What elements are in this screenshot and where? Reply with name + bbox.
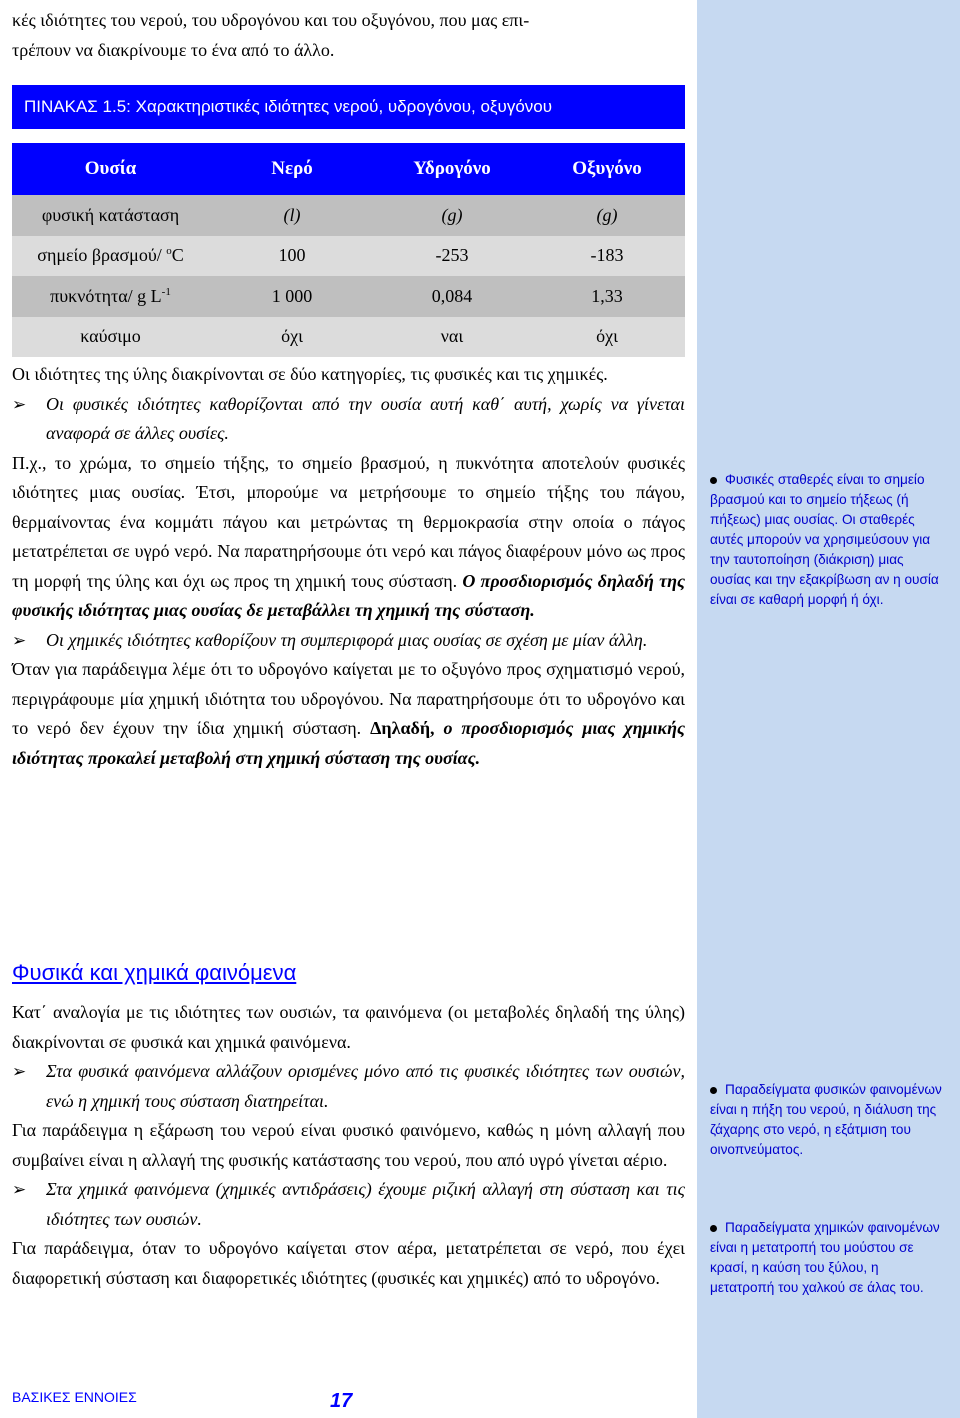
phenomena-section: [12, 998, 685, 1293]
table-cell: 0,084: [431, 285, 473, 306]
row-label-sup: -1: [161, 285, 171, 298]
table-header-cell: Οξυγόνο: [572, 158, 642, 179]
table-row: [12, 195, 685, 236]
table-cell: (l): [283, 204, 301, 225]
table-header-cell: Νερό: [271, 158, 313, 179]
paragraph-emphasis: Δηλαδή,: [370, 718, 444, 738]
arrow-bullet-icon: ➢: [12, 394, 27, 414]
table-cell: όχι: [281, 326, 303, 347]
table-row: [12, 317, 685, 358]
table-header-row: [12, 143, 685, 195]
intro-text: [12, 6, 685, 65]
side-note: [710, 470, 944, 610]
bullet-item: [12, 390, 685, 449]
paragraph: [12, 449, 685, 626]
table-caption: ΠΙΝΑΚΑΣ 1.5: Χαρακτηριστικές ιδιότητες νερού, υδρογόνου, οξυγόνου: [12, 85, 685, 129]
page-number: 17: [330, 1390, 353, 1412]
table-cell: 100: [278, 245, 306, 266]
row-label: [12, 286, 209, 307]
side-note-text: Φυσικές σταθερές είναι το σημείο βρασμού και το σημείο τήξεως (ή πήξεως) μιας ουσίας. Οι σταθερές αυτές μπορούν να χρησιμεύσουν για την ταυτοποίηση (διάκριση) μιας ουσίας και την εξακρίβωση αν η ουσία είναι σε καθαρή μορφή ή όχι.: [710, 472, 939, 607]
table-cell: 1 000: [271, 285, 313, 306]
paragraph-emphasis: Ο προσδιορισμός δηλαδή της φυσικής ιδιότητας μιας ουσίας δε μεταβάλλει τη χημική της σύσταση.: [12, 570, 686, 620]
paragraph-emphasis: ο προσδιορισμός μιας χημικής ιδιότητας προκαλεί μεταβολή στη χημική σύσταση της ουσίας.: [12, 718, 685, 768]
bullet-item: [12, 1057, 685, 1116]
table-cell: όχι: [596, 326, 618, 347]
row-label: φυσική κατάσταση: [41, 204, 180, 225]
paragraph: Για παράδειγμα, όταν το υδρογόνο καίγεται στον αέρα, μετατρέπεται σε νερό, που έχει διαφορετική σύσταση και διαφορετικές ιδιότητες (φυσικές και χημικές) από το υδρογόνο.: [12, 1238, 685, 1288]
table-header-cell: Υδρογόνο: [413, 158, 491, 179]
table-cell: -253: [435, 245, 469, 266]
bullet-text: Οι φυσικές ιδιότητες καθορίζονται από την ουσία αυτή καθ΄ αυτή, χωρίς να γίνεται αναφορά σε άλλες ουσίες.: [46, 393, 685, 443]
footer-chapter-title: ΒΑΣΙΚΕΣ ΕΝΝΟΙΕΣ: [12, 1389, 137, 1405]
table-cell: ναι: [440, 326, 464, 347]
arrow-bullet-icon: ➢: [12, 630, 27, 650]
paragraph-text: Π.χ., το χρώμα, το σημείο τήξης, το σημείο βρασμού, η πυκνότητα αποτελούν φυσικές ιδιότητες μιας ουσίας. Έτσι, μπορούμε να μετρήσουμε το σημείο τήξης του πάγου, θερμαίνοντας ένα κομμάτι πάγου και μετρώντας τη θερμοκρασία στην οποία ο πάγος μετατρέπεται σε υγρό νερό. Να παρατηρήσουμε ότι νερό και πάγος διαφέρουν μόνο ως προς τη μορφή της ύλης και όχι ως προς τη χημική τους σύσταση.: [12, 452, 685, 591]
side-note: [710, 1218, 944, 1298]
intro-line-1: κές ιδιότητες του νερού, του υδρογόνου και του οξυγόνου, που μας επι-: [12, 10, 530, 30]
bullet-text: Στα φυσικά φαινόμενα αλλάζουν ορισμένες μόνο από τις φυσικές ιδιότητες των ουσιών, ενώ η χημική τους σύσταση διατηρείται.: [46, 1061, 685, 1111]
side-note: [710, 1080, 944, 1160]
table-cell: 1,33: [591, 285, 623, 306]
paragraph-text: Όταν για παράδειγμα λέμε ότι το υδρογόνο καίγεται με το οξυγόνο προς σχηματισμό νερού, περιγράφουμε μία χημική ιδιότητα του υδρογόνου. Να παρατηρήσουμε ότι το υδρογόνο και το νερό δεν έχουν την ίδια χημική σύσταση.: [12, 659, 685, 738]
intro-line-2: τρέπουν να διακρίνουμε το ένα από το άλλο.: [12, 39, 335, 60]
bullet-item: [12, 626, 685, 656]
side-note-text: Παραδείγματα φυσικών φαινομένων είναι η πήξη του νερού, η διάλυση της ζάχαρης στο νερό, η εξάτμιση του οινοπνεύματος.: [710, 1082, 942, 1157]
table-cell: (g): [441, 204, 463, 225]
row-label-text: πυκνότητα/ g L: [50, 285, 162, 306]
dot-bullet-icon: [710, 1225, 717, 1232]
bullet-text: Οι χημικές ιδιότητες καθορίζουν τη συμπεριφορά μιας ουσίας σε σχέση με μίαν άλλη.: [46, 629, 648, 650]
dot-bullet-icon: [710, 477, 717, 484]
paragraph: Κατ΄ αναλογία με τις ιδιότητες των ουσιών, τα φαινόμενα (οι μεταβολές δηλαδή της ύλης) διακρίνονται σε φυσικά και χημικά φαινόμενα.: [12, 1002, 685, 1052]
side-note-text: Παραδείγματα χημικών φαινομένων είναι η μετατροπή του μούστου σε κρασί, η καύση του ξύλου, η μετατροπή του χαλκού σε άλας του.: [710, 1220, 940, 1295]
table-header-cell: Ουσία: [84, 158, 137, 179]
properties-section: [12, 360, 685, 773]
margin-notes-column: [697, 0, 960, 1418]
row-label: [12, 245, 209, 266]
table-cell: (g): [596, 204, 618, 225]
dot-bullet-icon: [710, 1087, 717, 1094]
table-cell: -183: [590, 245, 624, 266]
arrow-bullet-icon: ➢: [12, 1180, 27, 1199]
row-label-suffix: C: [171, 245, 184, 266]
section-title: Φυσικά και χημικά φαινόμενα: [12, 960, 297, 985]
row-label-sup: o: [166, 245, 172, 258]
table-row: [12, 236, 685, 277]
table-row: [12, 276, 685, 317]
paragraph: Οι ιδιότητες της ύλης διακρίνονται σε δύο κατηγορίες, τις φυσικές και τις χημικές.: [12, 364, 608, 384]
arrow-bullet-icon: ➢: [12, 1062, 27, 1081]
properties-table: [12, 143, 685, 357]
bullet-item: [12, 1175, 685, 1234]
row-label-text: σημείο βρασμού/: [37, 245, 167, 266]
row-label: καύσιμο: [80, 326, 141, 347]
paragraph: [12, 655, 685, 773]
paragraph: Για παράδειγμα η εξάρωση του νερού είναι φυσικό φαινόμενο, καθώς η μόνη αλλαγή που συμβαίνει είναι η αλλαγή της φυσικής κατάστασης του νερού, που από υγρό γίνεται αέριο.: [12, 1120, 685, 1170]
bullet-text: Στα χημικά φαινόμενα (χημικές αντιδράσεις) έχουμε ριζική αλλαγή στη σύσταση και τις ιδιότητες των ουσιών.: [46, 1179, 685, 1229]
